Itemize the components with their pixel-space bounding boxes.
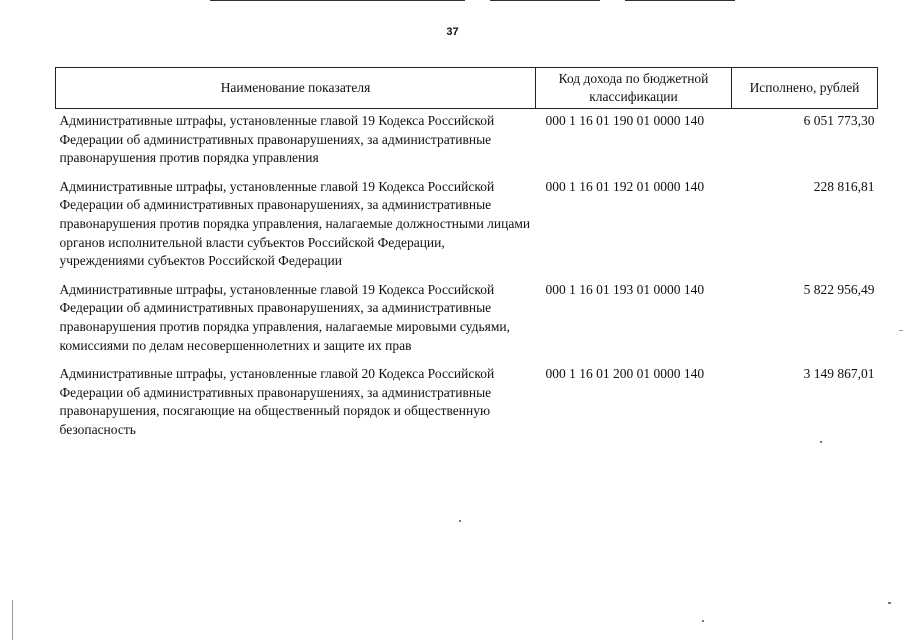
page-number: 37 xyxy=(446,26,459,38)
top-rule xyxy=(490,0,600,1)
scan-speck xyxy=(888,602,891,604)
row-amount: 6 051 773,30 xyxy=(803,113,875,128)
table-row xyxy=(56,362,878,446)
table-row xyxy=(56,278,878,362)
top-rule xyxy=(210,0,465,1)
scan-edge xyxy=(12,600,13,640)
header-code: Код дохода по бюджетной классификации xyxy=(536,68,732,109)
scan-speck xyxy=(702,620,704,622)
header-row xyxy=(56,68,878,109)
header-amount: Исполнено, рублей xyxy=(732,68,878,109)
table-row xyxy=(56,175,878,278)
revenue-table xyxy=(55,67,878,447)
row-code: 000 1 16 01 192 01 0000 140 xyxy=(545,178,705,194)
table-header xyxy=(56,68,878,109)
row-code: 000 1 16 01 193 01 0000 140 xyxy=(545,281,705,297)
row-code: 000 1 16 01 190 01 0000 140 xyxy=(545,113,705,128)
row-name: Административные штрафы, установленные главой 19 Кодекса Российской Федерации об административных правонарушениях, за административные правонарушения против порядка управления, налагаемые мировыми судьями, комиссиями по делам несовершеннолетних и защите их прав xyxy=(59,281,510,353)
row-name: Административные штрафы, установленные главой 19 Кодекса Российской Федерации об административных правонарушениях, за административные правонарушения против порядка управления xyxy=(59,113,495,166)
scan-speck xyxy=(459,520,461,522)
top-rule xyxy=(625,0,735,1)
scan-edge xyxy=(899,330,903,331)
header-name: Наименование показателя xyxy=(56,68,536,109)
row-code: 000 1 16 01 200 01 0000 140 xyxy=(545,366,705,382)
scan-speck xyxy=(820,441,822,443)
row-amount: 3 149 867,01 xyxy=(803,366,875,382)
row-amount: 228 816,81 xyxy=(813,178,875,194)
row-amount: 5 822 956,49 xyxy=(803,281,875,297)
table-body xyxy=(56,109,878,447)
row-name: Административные штрафы, установленные главой 19 Кодекса Российской Федерации об административных правонарушениях, за административные правонарушения против порядка управления, налагаемые должностными лицами органов исполнительной власти субъектов Российской Федерации, учреждениями субъектов Российской Федерации xyxy=(59,178,531,269)
row-name: Административные штрафы, установленные главой 20 Кодекса Российской Федерации об административных правонарушениях, за административные правонарушения, посягающие на общественный порядок и общественную безопасность xyxy=(59,366,495,437)
table-row xyxy=(56,109,878,175)
